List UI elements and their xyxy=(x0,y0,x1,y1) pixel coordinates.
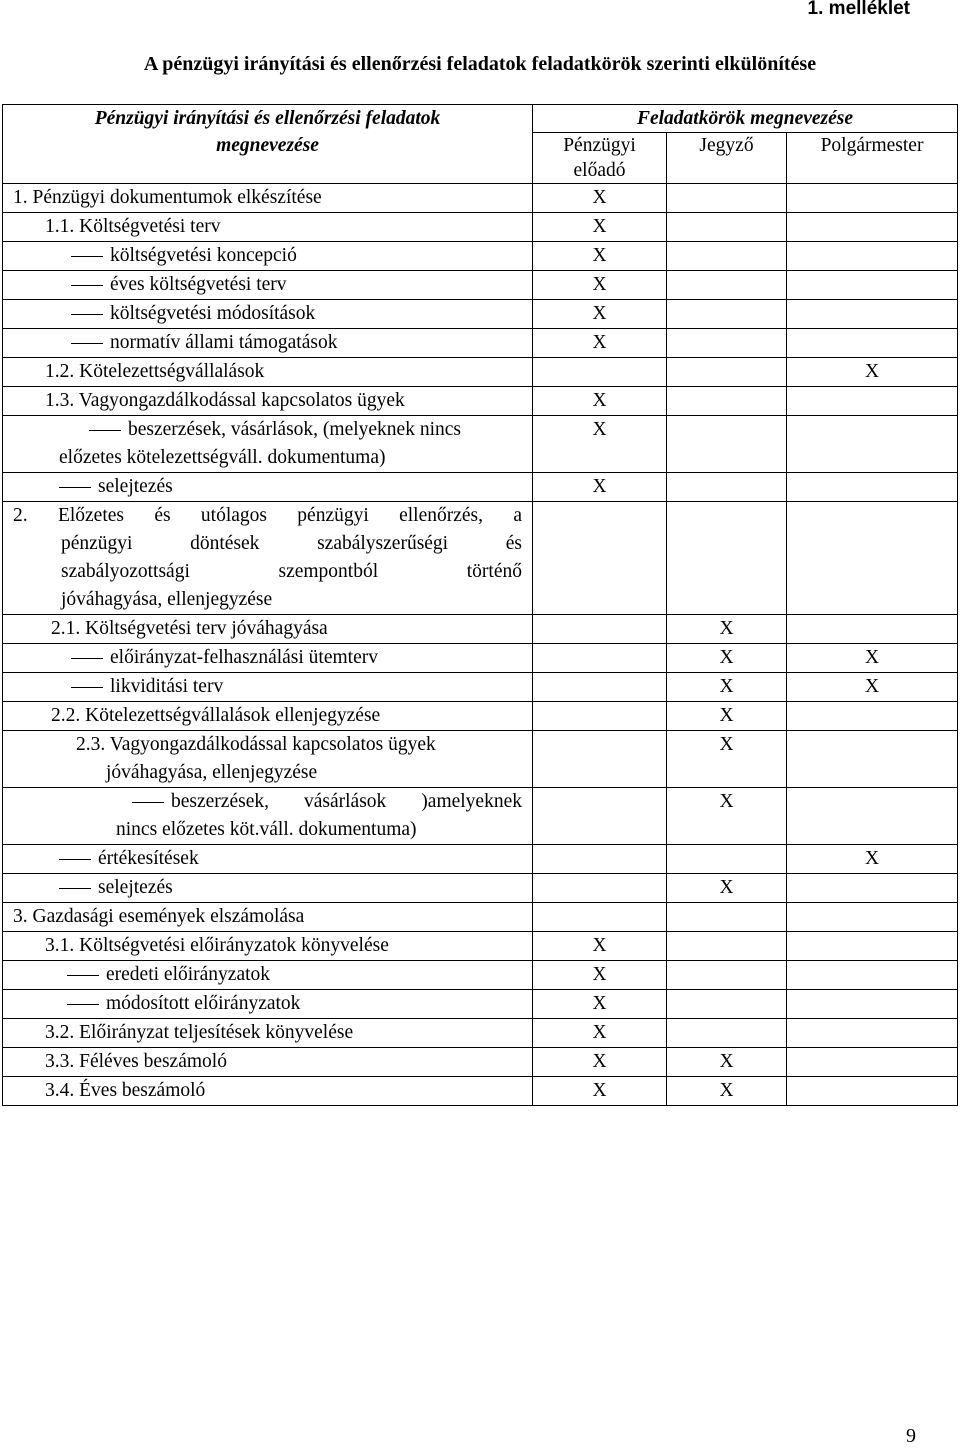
task-label: 1.1. Költségvetési terv xyxy=(3,213,533,242)
task-label: selejtezés xyxy=(3,473,533,502)
table-row xyxy=(3,673,958,702)
table-row xyxy=(3,358,958,387)
mayor-mark xyxy=(787,213,958,242)
mayor-mark xyxy=(787,961,958,990)
notary-mark xyxy=(667,1019,787,1048)
task-label: likviditási terv xyxy=(3,673,533,702)
dash-marker xyxy=(67,1004,99,1005)
mayor-mark xyxy=(787,387,958,416)
notary-mark xyxy=(667,473,787,502)
mayor-mark xyxy=(787,242,958,271)
notary-mark xyxy=(667,932,787,961)
notary-mark: X xyxy=(667,615,787,644)
mayor-mark xyxy=(787,184,958,213)
financial-officer-mark: X xyxy=(533,300,667,329)
mayor-mark xyxy=(787,702,958,731)
notary-mark xyxy=(667,300,787,329)
mayor-mark xyxy=(787,615,958,644)
role-financial-officer-header: Pénzügyi előadó xyxy=(533,133,667,184)
table-row xyxy=(3,845,958,874)
financial-officer-mark: X xyxy=(533,1077,667,1106)
mayor-mark: X xyxy=(787,358,958,387)
mayor-mark xyxy=(787,990,958,1019)
mayor-mark xyxy=(787,300,958,329)
dash-marker xyxy=(71,687,103,688)
financial-officer-mark xyxy=(533,615,667,644)
task-label: beszerzések, vásárlások, (melyeknek nincs előzetes kötelezettségváll. dokumentuma) xyxy=(3,416,533,473)
dash-marker xyxy=(71,314,103,315)
table-row xyxy=(3,473,958,502)
mayor-mark xyxy=(787,329,958,358)
task-label: 1. Pénzügyi dokumentumok elkészítése xyxy=(3,184,533,213)
table-row xyxy=(3,903,958,932)
dash-marker xyxy=(59,888,91,889)
table-row xyxy=(3,387,958,416)
financial-officer-mark: X xyxy=(533,242,667,271)
notary-mark xyxy=(667,502,787,615)
financial-officer-mark: X xyxy=(533,184,667,213)
task-label: beszerzések, vásárlások )amelyeknek nincs előzetes köt.váll. dokumentuma) xyxy=(3,788,533,845)
financial-officer-mark: X xyxy=(533,213,667,242)
task-label: éves költségvetési terv xyxy=(3,271,533,300)
table-row xyxy=(3,242,958,271)
page-number: 9 xyxy=(906,1425,916,1447)
financial-officer-mark xyxy=(533,702,667,731)
table-row xyxy=(3,1048,958,1077)
notary-mark xyxy=(667,358,787,387)
dash-marker xyxy=(59,487,91,488)
mayor-mark xyxy=(787,731,958,788)
table-row xyxy=(3,213,958,242)
notary-mark: X xyxy=(667,702,787,731)
mayor-mark xyxy=(787,903,958,932)
financial-officer-mark: X xyxy=(533,1048,667,1077)
task-label: 2.2. Kötelezettségvállalások ellenjegyzése xyxy=(3,702,533,731)
financial-officer-mark xyxy=(533,502,667,615)
mayor-mark xyxy=(787,874,958,903)
dash-marker xyxy=(71,658,103,659)
task-label: értékesítések xyxy=(3,845,533,874)
financial-officer-mark: X xyxy=(533,990,667,1019)
table-row xyxy=(3,874,958,903)
table-row xyxy=(3,502,958,615)
financial-officer-mark xyxy=(533,874,667,903)
notary-mark xyxy=(667,242,787,271)
task-label-section-3: 3. Gazdasági események elszámolása xyxy=(3,903,533,932)
mayor-mark: X xyxy=(787,673,958,702)
dash-marker xyxy=(132,802,164,803)
financial-officer-mark: X xyxy=(533,387,667,416)
financial-officer-mark xyxy=(533,845,667,874)
mayor-mark xyxy=(787,1048,958,1077)
table-row xyxy=(3,271,958,300)
role-notary-header: Jegyző xyxy=(667,133,787,184)
table-row xyxy=(3,788,958,845)
task-label: 2.1. Költségvetési terv jóváhagyása xyxy=(3,615,533,644)
financial-officer-mark: X xyxy=(533,1019,667,1048)
task-allocation-table xyxy=(2,104,958,1106)
financial-officer-mark: X xyxy=(533,416,667,473)
task-label: költségvetési koncepció xyxy=(3,242,533,271)
header-row-1 xyxy=(3,105,958,133)
financial-officer-mark: X xyxy=(533,329,667,358)
notary-mark xyxy=(667,416,787,473)
notary-mark xyxy=(667,990,787,1019)
financial-officer-mark xyxy=(533,731,667,788)
table-row xyxy=(3,329,958,358)
table-row xyxy=(3,1019,958,1048)
dash-marker xyxy=(89,430,121,431)
financial-officer-mark xyxy=(533,358,667,387)
financial-officer-mark: X xyxy=(533,961,667,990)
mayor-mark xyxy=(787,788,958,845)
dash-marker xyxy=(71,285,103,286)
notary-mark: X xyxy=(667,644,787,673)
task-label: költségvetési módosítások xyxy=(3,300,533,329)
mayor-mark xyxy=(787,1077,958,1106)
task-label: selejtezés xyxy=(3,874,533,903)
notary-mark: X xyxy=(667,874,787,903)
mayor-mark xyxy=(787,502,958,615)
task-label: 2.3. Vagyongazdálkodással kapcsolatos ügyek jóváhagyása, ellenjegyzése xyxy=(3,731,533,788)
dash-marker xyxy=(67,975,99,976)
table-row xyxy=(3,300,958,329)
financial-officer-mark: X xyxy=(533,473,667,502)
task-column-header: Pénzügyi irányítási és ellenőrzési feladatok megnevezése xyxy=(3,105,533,184)
notary-mark: X xyxy=(667,1077,787,1106)
dash-marker xyxy=(71,256,103,257)
table-row xyxy=(3,961,958,990)
table-row xyxy=(3,932,958,961)
task-label: előirányzat-felhasználási ütemterv xyxy=(3,644,533,673)
annex-label: 1. melléklet xyxy=(807,0,910,19)
notary-mark xyxy=(667,845,787,874)
financial-officer-mark xyxy=(533,788,667,845)
notary-mark xyxy=(667,329,787,358)
task-label: 1.2. Kötelezettségvállalások xyxy=(3,358,533,387)
document-title: A pénzügyi irányítási és ellenőrzési feladatok feladatkörök szerinti elkülönítése xyxy=(143,53,817,75)
table-row xyxy=(3,184,958,213)
notary-mark xyxy=(667,961,787,990)
task-label: 3.4. Éves beszámoló xyxy=(3,1077,533,1106)
task-label: módosított előirányzatok xyxy=(3,990,533,1019)
financial-officer-mark: X xyxy=(533,932,667,961)
notary-mark: X xyxy=(667,673,787,702)
task-label: 1.3. Vagyongazdálkodással kapcsolatos ügyek xyxy=(3,387,533,416)
task-label: eredeti előirányzatok xyxy=(3,961,533,990)
notary-mark xyxy=(667,184,787,213)
notary-mark xyxy=(667,271,787,300)
table-row xyxy=(3,731,958,788)
table-row xyxy=(3,990,958,1019)
roles-header: Feladatkörök megnevezése xyxy=(533,105,958,133)
table-row xyxy=(3,615,958,644)
mayor-mark: X xyxy=(787,644,958,673)
dash-marker xyxy=(71,343,103,344)
notary-mark: X xyxy=(667,1048,787,1077)
financial-officer-mark xyxy=(533,903,667,932)
notary-mark xyxy=(667,903,787,932)
table-row xyxy=(3,1077,958,1106)
notary-mark: X xyxy=(667,731,787,788)
task-label: 3.3. Féléves beszámoló xyxy=(3,1048,533,1077)
mayor-mark xyxy=(787,416,958,473)
table-row xyxy=(3,416,958,473)
notary-mark xyxy=(667,213,787,242)
table-row xyxy=(3,644,958,673)
dash-marker xyxy=(59,859,91,860)
mayor-mark xyxy=(787,473,958,502)
notary-mark xyxy=(667,387,787,416)
role-mayor-header: Polgármester xyxy=(787,133,958,184)
mayor-mark xyxy=(787,271,958,300)
task-label: normatív állami támogatások xyxy=(3,329,533,358)
table-row xyxy=(3,702,958,731)
financial-officer-mark xyxy=(533,673,667,702)
task-label: 3.2. Előirányzat teljesítések könyvelése xyxy=(3,1019,533,1048)
mayor-mark xyxy=(787,932,958,961)
task-label: 3.1. Költségvetési előirányzatok könyvelése xyxy=(3,932,533,961)
notary-mark: X xyxy=(667,788,787,845)
mayor-mark: X xyxy=(787,845,958,874)
task-label-section-2: 2. Előzetes és utólagos pénzügyi ellenőrzés, a pénzügyi döntések szabályszerűségi és szabályozottsági szempontból történő jóváhagyása, ellenjegyzése xyxy=(3,502,533,615)
financial-officer-mark xyxy=(533,644,667,673)
mayor-mark xyxy=(787,1019,958,1048)
financial-officer-mark: X xyxy=(533,271,667,300)
